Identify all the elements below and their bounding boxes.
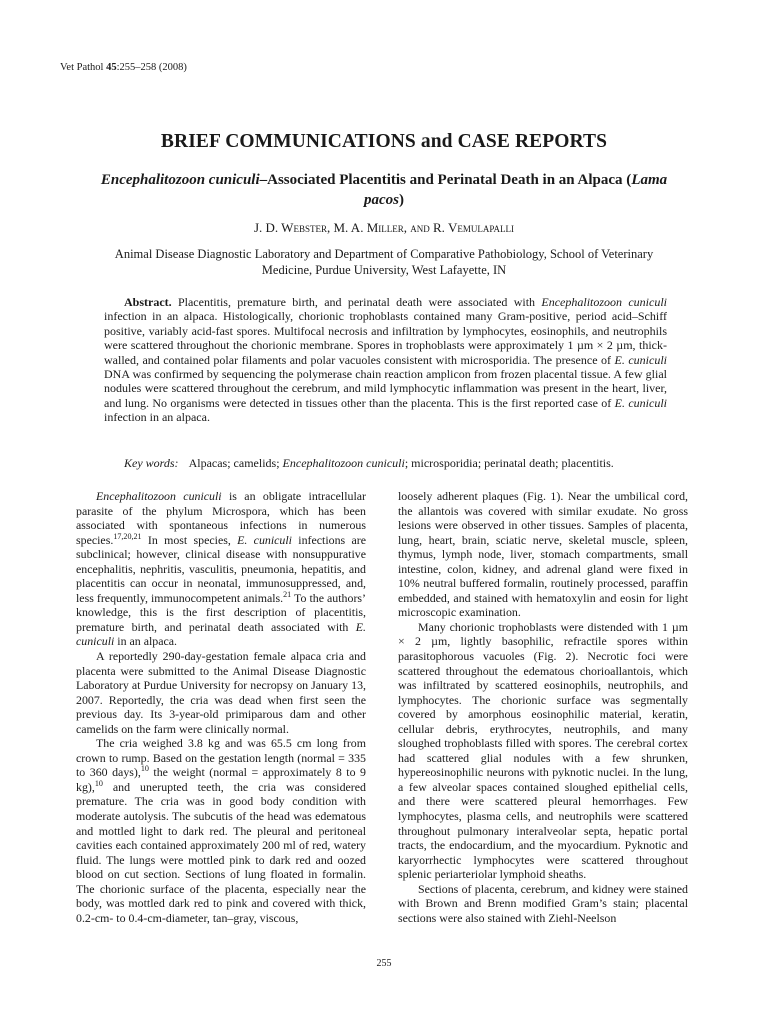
journal-name: Vet Pathol bbox=[60, 62, 107, 73]
body-paragraph bbox=[76, 489, 366, 649]
body-paragraph: A reportedly 290-day-gestation female alpaca cria and placenta were submitted to the Animal Disease Diagnostic Laboratory at Purdue University for necropsy on January 13, 2007. Reportedly, the cria was dead when first seen the previous day. Its 3-year-old primiparous dam and other camelids on the farm were clinically normal. bbox=[76, 649, 366, 736]
body-italic: E. cuniculi bbox=[76, 619, 366, 649]
body-text: the weight (normal = approximately 8 to 9 kg), bbox=[76, 765, 366, 794]
body-text: in an alpaca. bbox=[114, 634, 178, 649]
body-paragraph: Sections of placenta, cerebrum, and kidney were stained with Brown and Brenn modified Gram’s stain; placental sections were also stained with Ziehl-Neelson bbox=[398, 881, 688, 925]
body-text: is an obligate intracellular parasite of the phylum Microspora, which has been associated with spontaneous infections in numerous species. bbox=[76, 489, 366, 547]
journal-pages-year: :255–258 (2008) bbox=[116, 62, 187, 73]
title-text: –Associated Placentitis and Perinatal Death in an Alpaca ( bbox=[259, 172, 632, 188]
author-text: emulapalli bbox=[457, 220, 515, 235]
journal-volume: 45 bbox=[106, 62, 117, 73]
author-affiliation: Animal Disease Diagnostic Laboratory and Department of Comparative Pathobiology, School of Veterinary Medicine, Purdue University, West Lafayette, IN bbox=[114, 247, 654, 277]
keywords-text: ; microsporidia; perinatal death; placentitis. bbox=[404, 456, 614, 470]
author-text: J. D. W bbox=[253, 220, 294, 235]
abstract-text: infection in an alpaca. bbox=[104, 410, 210, 425]
abstract-italic: Encephalitozoon cuniculi bbox=[541, 295, 668, 309]
title-species: Lama pacos bbox=[364, 172, 668, 208]
abstract-text: Placentitis, premature birth, and perinatal death were associated with bbox=[171, 295, 542, 309]
author-text: ebster bbox=[293, 220, 327, 235]
keywords-label: Key words: bbox=[124, 456, 179, 470]
citation-superscript: 10 bbox=[140, 764, 149, 774]
body-paragraph: Many chorionic trophoblasts were distended with 1 µm × 2 µm, lightly basophilic, refractile spores within parasitophorous vacuoles (Fig. 2). Necrotic foci were scattered throughout the edematous chorioallantois, which was infiltrated by scattered eosinophils, neutrophils, and lymphocytes. The chorionic surface was segmentally covered by amorphous eosinophilic material, keratin, cellular debris, erythrocytes, neutrophils, and many sloughed trophoblasts filled with spores. The cerebral cortex had scattered glial nodules with a few shrunken, hypereosinophilic neurons with pyknotic nuclei. In the lung, a few alveolar spaces contained sloughed epithelial cells, and there were scattered pleural hemorrhages. Few lymphocytes, plasma cells, and neutrophils were scattered throughout pulmonary interalveolar septa, hepatic portal tracts, the endocardium, and the myocardium. Pyknotic and karyorrhectic lymphocytes were scattered throughout splenic periarteriolar lymphoid sheaths. bbox=[398, 619, 688, 882]
author-text: , M. A. M bbox=[326, 220, 379, 235]
body-paragraph bbox=[76, 736, 366, 925]
title-close: ) bbox=[399, 192, 404, 208]
abstract bbox=[104, 295, 667, 425]
keywords-text: Alpacas; camelids; bbox=[188, 456, 283, 470]
body-text: infections are subclinical; however, clinical disease with nonsuppurative encephalitis, nephritis, vasculitis, pneumonia, hepatitis, and placentitis can occur in neonatal, immunosuppressed, and, less frequently, immunocompetent animals. bbox=[76, 532, 366, 605]
body-italic: E. cuniculi bbox=[237, 532, 292, 547]
keywords bbox=[124, 456, 684, 471]
title-organism: Encephalitozoon cuniculi bbox=[100, 172, 260, 188]
body-text: The cria weighed 3.8 kg and was 65.5 cm long from crown to rump. Based on the gestation length (normal = 335 to 360 days), bbox=[76, 736, 366, 780]
author-text: R. V bbox=[429, 220, 458, 235]
body-column-left bbox=[76, 489, 366, 925]
abstract-italic: E. cuniculi bbox=[614, 395, 668, 410]
abstract-text: DNA was confirmed by sequencing the polymerase chain reaction amplicon from frozen placental tissue. A few glial nodules were scattered throughout the cerebrum, and mild lymphocytic inflammation was present in the heart, liver, and lung. No organisms were detected in tissues other than the placenta. This is the first reported case of bbox=[104, 367, 667, 410]
citation-superscript: 21 bbox=[283, 589, 292, 599]
abstract-label: Abstract. bbox=[124, 295, 172, 309]
abstract-text: infection in an alpaca. Histologically, chorionic trophoblasts contained many Gram-positive, period acid–Schiff positive, variably acid-fast spores. Multifocal necrosis and infiltration by lymphocytes, eosinophils, and neutrophils were scattered throughout the chorionic membrane. Spores in trophoblasts were approximately 1 µm × 2 µm, thick-walled, and contained polar filaments and polar vacuoles consistent with microsporidia. The presence of bbox=[104, 309, 667, 367]
author-text: and bbox=[410, 220, 430, 235]
journal-citation bbox=[60, 62, 187, 73]
citation-superscript: 17,20,21 bbox=[113, 531, 142, 541]
author-text: iller bbox=[378, 220, 404, 235]
abstract-italic: E. cuniculi bbox=[614, 352, 668, 367]
body-text: To the authors’ knowledge, this is the first description of placentitis, premature birth, and perinatal death associated with bbox=[76, 590, 366, 634]
body-column-right bbox=[398, 489, 688, 925]
body-italic: Encephalitozoon cuniculi bbox=[96, 489, 222, 503]
article-title bbox=[100, 170, 668, 210]
author-text: , bbox=[403, 220, 411, 235]
body-text: In most species, bbox=[141, 532, 238, 547]
section-title: BRIEF COMMUNICATIONS and CASE REPORTS bbox=[160, 131, 608, 152]
body-text: and unerupted teeth, the cria was considered premature. The cria was in good body condition with moderate autolysis. The subcutis of the head was edematous and mottled light to dark red. The pleural and peritoneal cavities each contained approximately 200 ml of red, watery fluid. The lungs were mottled pink to dark red and oozed blood on cut section. Sections of lung floated in formalin. The chorionic surface of the placenta, especially near the body, was mottled dark red to pink and covered with thick, 0.2-cm- to 0.4-cm-diameter, tan–gray, viscous, bbox=[76, 779, 366, 925]
page-number: 255 bbox=[376, 958, 392, 969]
author-list bbox=[0, 220, 768, 236]
body-paragraph: loosely adherent plaques (Fig. 1). Near the umbilical cord, the allantois was covered with similar exudate. No gross lesions were observed in other tissues. Samples of placenta, lung, heart, brain, sciatic nerve, skeletal muscle, spleen, thymus, lymph node, liver, stomach compartments, small intestine, colon, kidney, and adrenal gland were fixed in 10% neutral buffered formalin, routinely processed, paraffin embedded, and stained with hematoxylin and eosin for light microscopic examination. bbox=[398, 489, 688, 620]
keywords-italic: Encephalitozoon cuniculi bbox=[282, 456, 405, 470]
citation-superscript: 10 bbox=[94, 778, 103, 788]
